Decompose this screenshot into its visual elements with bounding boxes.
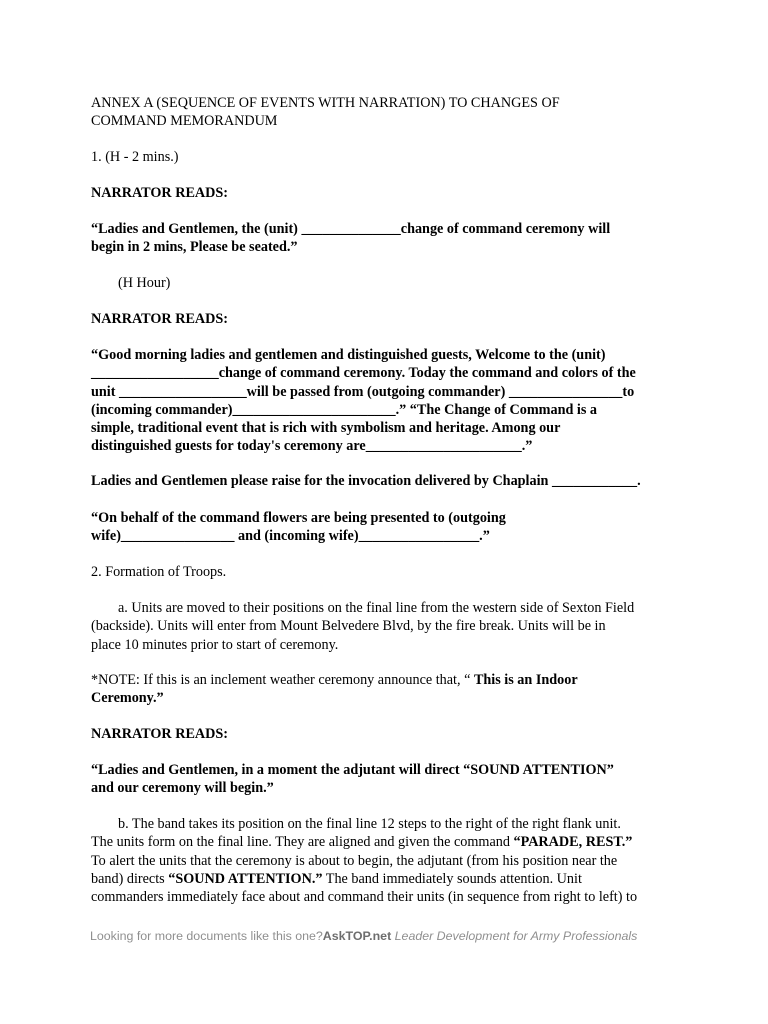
narration-quote-2 (91, 346, 691, 456)
page-footer (90, 927, 637, 945)
step-2b-line-3: To alert the units that the ceremony is about to begin, the adjutant (from his position near the (91, 852, 618, 869)
narrator-heading-3: NARRATOR READS: (91, 726, 229, 742)
quote-2-line-5: simple, traditional event that is rich with symbolism and heritage. Among our (91, 420, 561, 437)
step-2b-line-1: b. The band takes its position on the final line 12 steps to the right of the right flank unit. (118, 816, 621, 832)
heading-line-1: ANNEX A (SEQUENCE OF EVENTS WITH NARRATION) TO CHANGES OF (91, 95, 560, 111)
step-2b-line-5: commanders immediately face about and command their units (in sequence from right to left) to (91, 889, 638, 906)
step-2a-line-3: place 10 minutes prior to start of ceremony. (91, 636, 339, 653)
quote-1-line-1: “Ladies and Gentlemen, the (unit) ______________change of command ceremony will (91, 221, 611, 237)
inclement-weather-note (91, 671, 691, 708)
note-line-1 (91, 671, 691, 689)
footer-tagline: Leader Development for Army Professionals (391, 929, 638, 943)
flowers-line-1: “On behalf of the command flowers are being presented to (outgoing (91, 510, 506, 526)
step-2b-line-4-text-c: The band immediately sounds attention. Unit (322, 870, 582, 887)
narrator-heading-2: NARRATOR READS: (91, 311, 229, 327)
quote-2-line-4: (incoming commander)_______________________.” “The Change of Command is a (91, 401, 598, 418)
quote-2-line-1: “Good morning ladies and gentlemen and distinguished guests, Welcome to the (unit) (91, 347, 606, 363)
step-2a-line-2: (backside). Units will enter from Mount Belvedere Blvd, by the fire break. Units will be in (91, 618, 606, 635)
narration-quote-3 (91, 761, 691, 798)
note-bold-1: This is an Indoor (473, 672, 578, 688)
note-bold-2: Ceremony.” (91, 690, 164, 707)
quote-2-line-2: __________________change of command ceremony. Today the command and colors of the (91, 365, 636, 382)
footer-prefix: Looking for more documents like this one? (90, 929, 323, 943)
narration-quote-1 (91, 220, 691, 257)
quote-1-line-2: begin in 2 mins, Please be seated.” (91, 239, 298, 256)
flowers-quote (91, 509, 691, 546)
flowers-line-2: wife)________________ and (incoming wife)_________________.” (91, 528, 490, 545)
step-2b-line-2 (91, 833, 691, 851)
step-1: 1. (H - 2 mins.) (91, 149, 179, 165)
step-2b-line-4-text-a: band) directs (91, 870, 169, 887)
quote-3-line-2: and our ceremony will begin.” (91, 780, 274, 797)
quote-3-line-1: “Ladies and Gentlemen, in a moment the adjutant will direct “SOUND ATTENTION” (91, 762, 614, 778)
step-2b-line-4 (91, 870, 691, 888)
step-2a-line-1: a. Units are moved to their positions on the final line from the western side of Sexton Field (118, 600, 635, 616)
quote-2-line-3: unit __________________will be passed from (outgoing commander) ________________to (91, 383, 635, 400)
footer-site-link[interactable]: AskTOP.net (322, 929, 392, 943)
step-2b (91, 815, 691, 906)
annex-heading (91, 94, 691, 131)
note-prefix: *NOTE: If this is an inclement weather ceremony announce that, “ (91, 672, 474, 688)
step-2a (91, 599, 691, 654)
parade-rest-command: “PARADE, REST.” (513, 834, 633, 851)
quote-2-line-6: distinguished guests for today's ceremony are______________________.” (91, 438, 533, 455)
h-hour: (H Hour) (118, 275, 171, 291)
heading-line-2: COMMAND MEMORANDUM (91, 113, 278, 130)
narrator-heading-1: NARRATOR READS: (91, 185, 229, 201)
invocation-line: Ladies and Gentlemen please raise for the invocation delivered by Chaplain ____________. (91, 473, 641, 489)
sound-attention-command: “SOUND ATTENTION.” (168, 870, 323, 887)
step-2: 2. Formation of Troops. (91, 564, 227, 580)
step-2b-line-2-text: The units form on the final line. They are aligned and given the command (91, 834, 514, 851)
